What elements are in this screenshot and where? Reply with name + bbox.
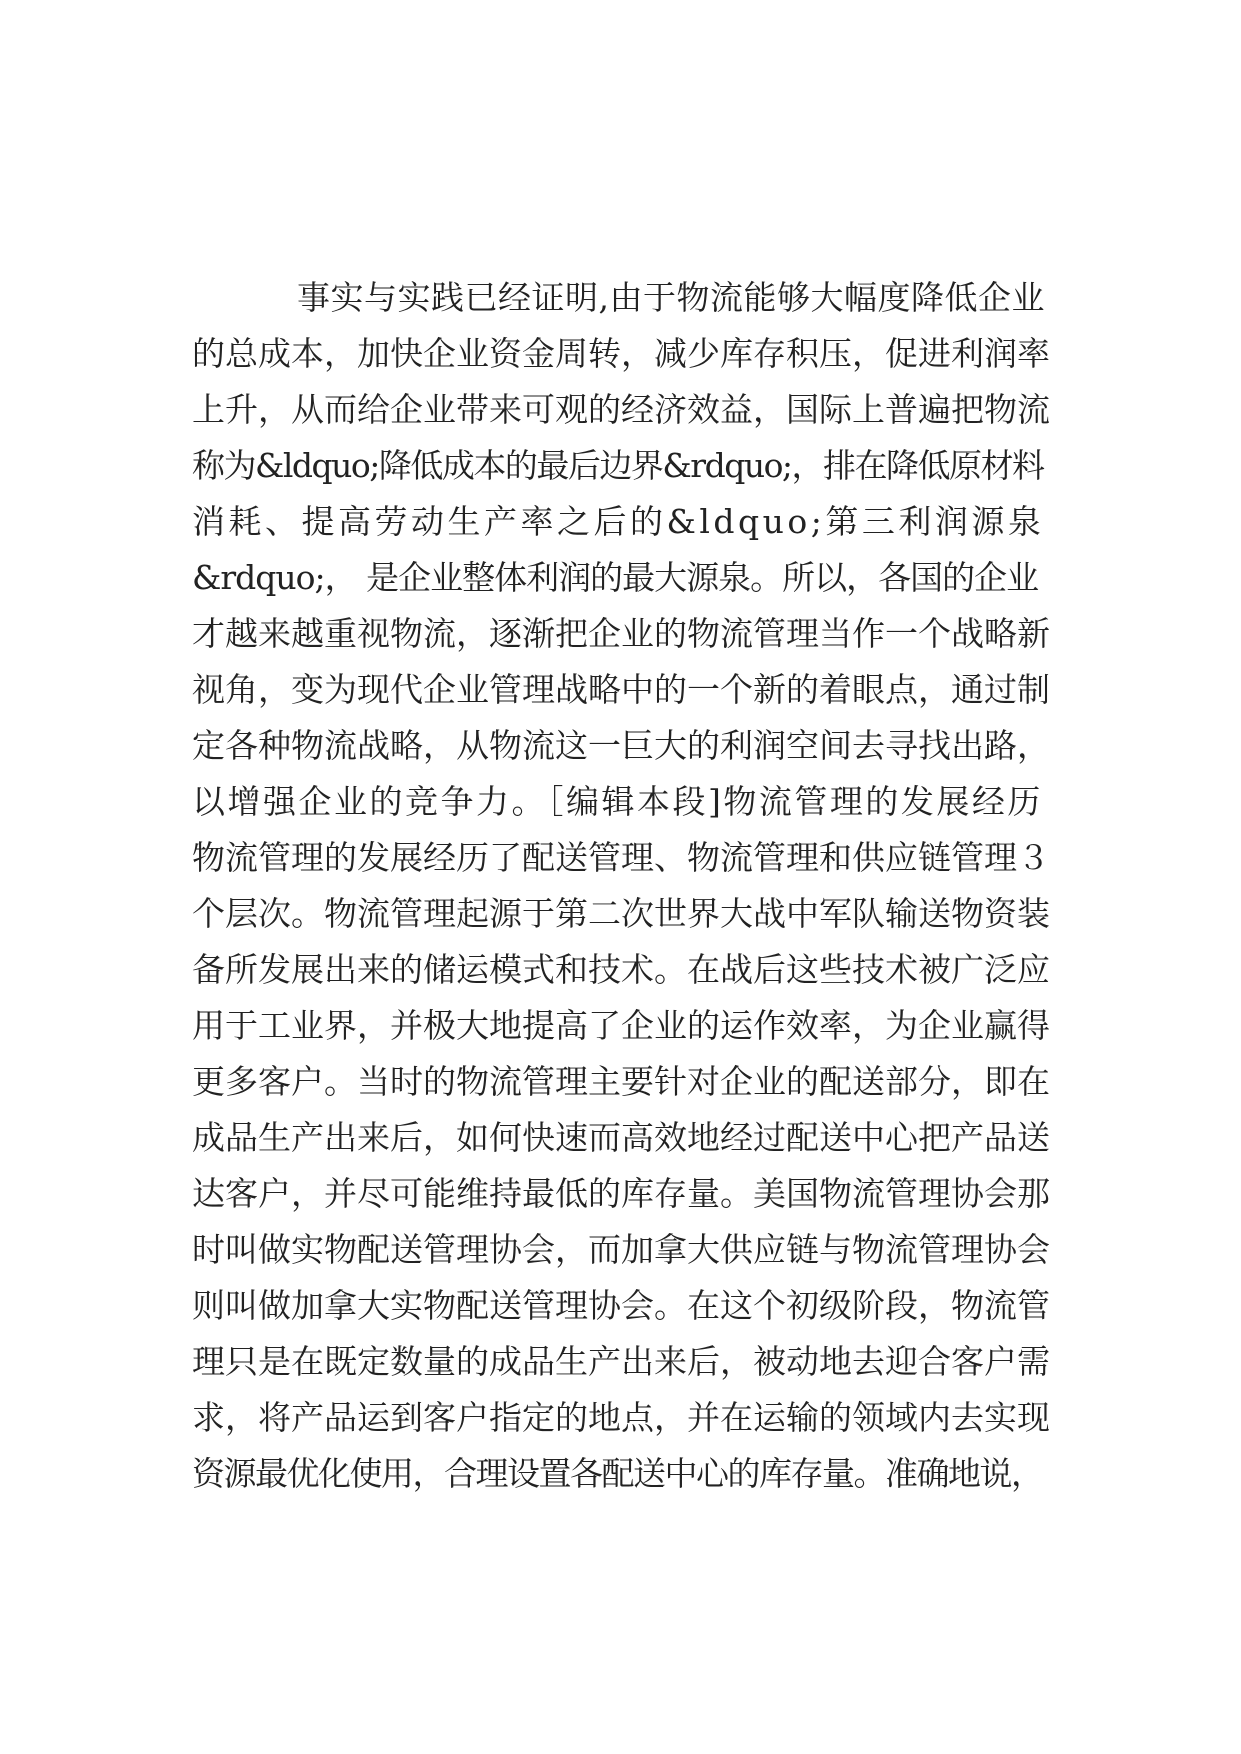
text-line: 达客户，并尽可能维持最低的库存量。美国物流管理协会那: [192, 1174, 1050, 1213]
text-line: 才越来越重视物流，逐渐把企业的物流管理当作一个战略新: [192, 614, 1050, 653]
text-line: 备所发展出来的储运模式和技术。在战后这些技术被广泛应: [192, 950, 1050, 989]
text-line: 定各种物流战略，从物流这一巨大的利润空间去寻找出路，: [192, 726, 1050, 765]
text-line: 更多客户。当时的物流管理主要针对企业的配送部分，即在: [192, 1062, 1050, 1101]
text-line: 资源最优化使用，合理设置各配送中心的库存量。准确地说，: [192, 1454, 1043, 1493]
text-line: 时叫做实物配送管理协会，而加拿大供应链与物流管理协会: [192, 1230, 1050, 1269]
text-line: 以增强企业的竞争力。［编辑本段]物流管理的发展经历: [192, 782, 1043, 821]
text-line: 求，将产品运到客户指定的地点，并在运输的领域内去实现: [192, 1398, 1050, 1437]
text-line: 个层次。物流管理起源于第二次世界大战中军队输送物资装: [192, 894, 1050, 933]
text-line: 事实与实践已经证明,由于物流能够大幅度降低企业: [297, 278, 1045, 317]
text-line: 用于工业界，并极大地提高了企业的运作效率，为企业赢得: [192, 1006, 1050, 1045]
text-line: 视角，变为现代企业管理战略中的一个新的着眼点，通过制: [192, 670, 1050, 709]
text-line: 理只是在既定数量的成品生产出来后，被动地去迎合客户需: [192, 1342, 1050, 1381]
text-line: 的总成本，加快企业资金周转，减少库存积压，促进利润率: [192, 334, 1050, 373]
text-line: 物流管理的发展经历了配送管理、物流管理和供应链管理３: [192, 838, 1050, 877]
text-line: 成品生产出来后，如何快速而高效地经过配送中心把产品送: [192, 1118, 1050, 1157]
text-line: 上升，从而给企业带来可观的经济效益，国际上普遍把物流: [192, 390, 1050, 429]
text-line: 消耗、提高劳动生产率之后的&ldquo;第三利润源泉: [192, 502, 1045, 541]
text-line: 称为&ldquo;降低成本的最后边界&rdquo;，排在降低原材料: [192, 446, 1044, 485]
text-line: &rdquo;， 是企业整体利润的最大源泉。所以，各国的企业: [192, 558, 1039, 597]
text-line: 则叫做加拿大实物配送管理协会。在这个初级阶段，物流管: [192, 1286, 1050, 1325]
